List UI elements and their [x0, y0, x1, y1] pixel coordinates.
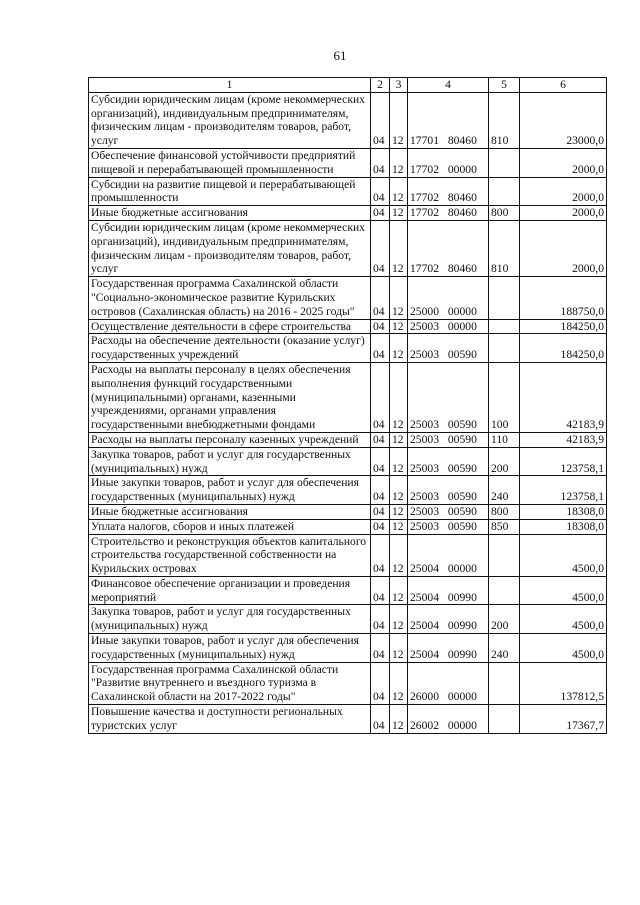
row-amount-cell: 17367,7 [520, 705, 607, 734]
table-row [89, 519, 607, 534]
row-target-article-cell: 26002 00000 [408, 705, 489, 734]
table-row [89, 148, 607, 177]
row-target-article-cell: 17702 80460 [408, 220, 489, 276]
row-amount-cell: 2000,0 [520, 206, 607, 221]
row-expense-type-cell [489, 148, 520, 177]
row-name-cell: Иные закупки товаров, работ и услуг для обеспечения государственных (муниципальных) нужд [89, 476, 371, 505]
row-target-article-cell: 25003 00000 [408, 319, 489, 334]
row-expense-type-cell: 240 [489, 476, 520, 505]
table-row [89, 206, 607, 221]
row-amount-cell: 184250,0 [520, 334, 607, 363]
row-section-cell: 04 [371, 705, 390, 734]
row-target-article-cell: 17702 80460 [408, 206, 489, 221]
table-row [89, 277, 607, 319]
row-amount-cell: 123758,1 [520, 447, 607, 476]
row-name-cell: Субсидии на развитие пищевой и перерабатывающей промышленности [89, 177, 371, 206]
table-row [89, 319, 607, 334]
row-section-cell: 04 [371, 362, 390, 432]
row-target-article-cell: 25003 00590 [408, 334, 489, 363]
row-expense-type-cell: 240 [489, 634, 520, 663]
row-name-cell: Строительство и реконструкция объектов капитального строительства государственной собственности на Курильских островах [89, 534, 371, 576]
row-amount-cell: 42183,9 [520, 432, 607, 447]
row-subsection-cell: 12 [390, 605, 408, 634]
row-subsection-cell: 12 [390, 634, 408, 663]
table-row [89, 220, 607, 276]
row-subsection-cell: 12 [390, 277, 408, 319]
table-row [89, 534, 607, 576]
row-section-cell: 04 [371, 605, 390, 634]
row-subsection-cell: 12 [390, 476, 408, 505]
row-target-article-cell: 25004 00990 [408, 605, 489, 634]
row-section-cell: 04 [371, 432, 390, 447]
row-section-cell: 04 [371, 634, 390, 663]
row-expense-type-cell: 810 [489, 92, 520, 148]
row-target-article-cell: 25003 00590 [408, 519, 489, 534]
table-row [89, 576, 607, 605]
row-target-article-cell: 25003 00590 [408, 504, 489, 519]
row-subsection-cell: 12 [390, 519, 408, 534]
row-amount-cell: 23000,0 [520, 92, 607, 148]
row-target-article-cell: 25003 00590 [408, 476, 489, 505]
row-expense-type-cell: 200 [489, 447, 520, 476]
row-section-cell: 04 [371, 576, 390, 605]
row-expense-type-cell: 200 [489, 605, 520, 634]
row-subsection-cell: 12 [390, 432, 408, 447]
table-row [89, 476, 607, 505]
row-amount-cell: 4500,0 [520, 576, 607, 605]
row-name-cell: Закупка товаров, работ и услуг для государственных (муниципальных) нужд [89, 605, 371, 634]
row-amount-cell: 2000,0 [520, 177, 607, 206]
row-amount-cell: 184250,0 [520, 319, 607, 334]
row-name-cell: Осуществление деятельности в сфере строительства [89, 319, 371, 334]
row-expense-type-cell [489, 177, 520, 206]
row-name-cell: Иные бюджетные ассигнования [89, 504, 371, 519]
table-row [89, 662, 607, 704]
row-subsection-cell: 12 [390, 206, 408, 221]
table-row [89, 634, 607, 663]
row-name-cell: Субсидии юридическим лицам (кроме некоммерческих организаций), индивидуальным предпринимателям, физическим лицам - производителям товаров, работ, услуг [89, 92, 371, 148]
row-section-cell: 04 [371, 334, 390, 363]
row-name-cell: Иные бюджетные ассигнования [89, 206, 371, 221]
row-subsection-cell: 12 [390, 662, 408, 704]
row-subsection-cell: 12 [390, 148, 408, 177]
row-expense-type-cell [489, 662, 520, 704]
row-name-cell: Финансовое обеспечение организации и проведения мероприятий [89, 576, 371, 605]
header-col-2: 2 [371, 78, 390, 93]
row-expense-type-cell [489, 319, 520, 334]
row-target-article-cell: 26000 00000 [408, 662, 489, 704]
row-name-cell: Государственная программа Сахалинской области "Социально-экономическое развитие Курильских островов (Сахалинская область) на 2016 - 2025 годы" [89, 277, 371, 319]
header-col-3: 3 [390, 78, 408, 93]
row-section-cell: 04 [371, 277, 390, 319]
row-target-article-cell: 25004 00990 [408, 576, 489, 605]
table-row [89, 362, 607, 432]
row-amount-cell: 4500,0 [520, 634, 607, 663]
header-col-6: 6 [520, 78, 607, 93]
row-target-article-cell: 17702 00000 [408, 148, 489, 177]
row-target-article-cell: 25004 00000 [408, 534, 489, 576]
row-amount-cell: 137812,5 [520, 662, 607, 704]
row-expense-type-cell: 810 [489, 220, 520, 276]
table-row [89, 605, 607, 634]
row-name-cell: Повышение качества и доступности региональных туристских услуг [89, 705, 371, 734]
header-row [89, 78, 607, 93]
row-target-article-cell: 25003 00590 [408, 447, 489, 476]
row-subsection-cell: 12 [390, 334, 408, 363]
table-row [89, 334, 607, 363]
row-subsection-cell: 12 [390, 362, 408, 432]
row-section-cell: 04 [371, 206, 390, 221]
header-col-4: 4 [408, 78, 489, 93]
table-row [89, 705, 607, 734]
row-name-cell: Расходы на выплаты персоналу в целях обеспечения выполнения функций государственными (муниципальными) органами, казенными учреждениями, органами управления государственными внебюджетными фондами [89, 362, 371, 432]
page-number: 61 [333, 48, 347, 63]
row-expense-type-cell: 850 [489, 519, 520, 534]
row-expense-type-cell: 800 [489, 504, 520, 519]
row-amount-cell: 2000,0 [520, 148, 607, 177]
row-subsection-cell: 12 [390, 220, 408, 276]
row-subsection-cell: 12 [390, 177, 408, 206]
row-amount-cell: 18308,0 [520, 519, 607, 534]
row-subsection-cell: 12 [390, 705, 408, 734]
row-amount-cell: 4500,0 [520, 605, 607, 634]
row-expense-type-cell: 100 [489, 362, 520, 432]
row-amount-cell: 18308,0 [520, 504, 607, 519]
row-subsection-cell: 12 [390, 504, 408, 519]
row-amount-cell: 4500,0 [520, 534, 607, 576]
table-row [89, 92, 607, 148]
row-target-article-cell: 25003 00590 [408, 432, 489, 447]
row-subsection-cell: 12 [390, 92, 408, 148]
row-expense-type-cell: 110 [489, 432, 520, 447]
row-section-cell: 04 [371, 148, 390, 177]
row-section-cell: 04 [371, 319, 390, 334]
row-expense-type-cell [489, 334, 520, 363]
row-expense-type-cell: 800 [489, 206, 520, 221]
row-section-cell: 04 [371, 534, 390, 576]
row-target-article-cell: 25004 00990 [408, 634, 489, 663]
row-name-cell: Государственная программа Сахалинской области "Развитие внутреннего и въездного туризма в Сахалинской области на 2017-2022 годы" [89, 662, 371, 704]
row-expense-type-cell [489, 705, 520, 734]
row-name-cell: Иные закупки товаров, работ и услуг для обеспечения государственных (муниципальных) нужд [89, 634, 371, 663]
row-expense-type-cell [489, 534, 520, 576]
row-name-cell: Расходы на выплаты персоналу казенных учреждений [89, 432, 371, 447]
row-target-article-cell: 17702 80460 [408, 177, 489, 206]
row-subsection-cell: 12 [390, 319, 408, 334]
row-section-cell: 04 [371, 447, 390, 476]
row-target-article-cell: 25000 00000 [408, 277, 489, 319]
row-amount-cell: 42183,9 [520, 362, 607, 432]
row-name-cell: Расходы на обеспечение деятельности (оказание услуг) государственных учреждений [89, 334, 371, 363]
row-name-cell: Обеспечение финансовой устойчивости предприятий пищевой и перерабатывающей промышленности [89, 148, 371, 177]
table-row [89, 504, 607, 519]
row-subsection-cell: 12 [390, 534, 408, 576]
row-section-cell: 04 [371, 476, 390, 505]
row-section-cell: 04 [371, 177, 390, 206]
row-section-cell: 04 [371, 519, 390, 534]
row-name-cell: Уплата налогов, сборов и иных платежей [89, 519, 371, 534]
row-section-cell: 04 [371, 662, 390, 704]
table-row [89, 177, 607, 206]
row-section-cell: 04 [371, 220, 390, 276]
budget-table [88, 77, 607, 734]
row-amount-cell: 2000,0 [520, 220, 607, 276]
row-name-cell: Субсидии юридическим лицам (кроме некоммерческих организаций), индивидуальным предпринимателям, физическим лицам - производителям товаров, работ, услуг [89, 220, 371, 276]
row-expense-type-cell [489, 277, 520, 319]
header-col-1: 1 [89, 78, 371, 93]
row-target-article-cell: 17701 80460 [408, 92, 489, 148]
table-row [89, 432, 607, 447]
row-amount-cell: 188750,0 [520, 277, 607, 319]
row-name-cell: Закупка товаров, работ и услуг для государственных (муниципальных) нужд [89, 447, 371, 476]
row-target-article-cell: 25003 00590 [408, 362, 489, 432]
row-section-cell: 04 [371, 92, 390, 148]
row-amount-cell: 123758,1 [520, 476, 607, 505]
header-col-5: 5 [489, 78, 520, 93]
table-row [89, 447, 607, 476]
row-section-cell: 04 [371, 504, 390, 519]
row-subsection-cell: 12 [390, 447, 408, 476]
row-subsection-cell: 12 [390, 576, 408, 605]
row-expense-type-cell [489, 576, 520, 605]
